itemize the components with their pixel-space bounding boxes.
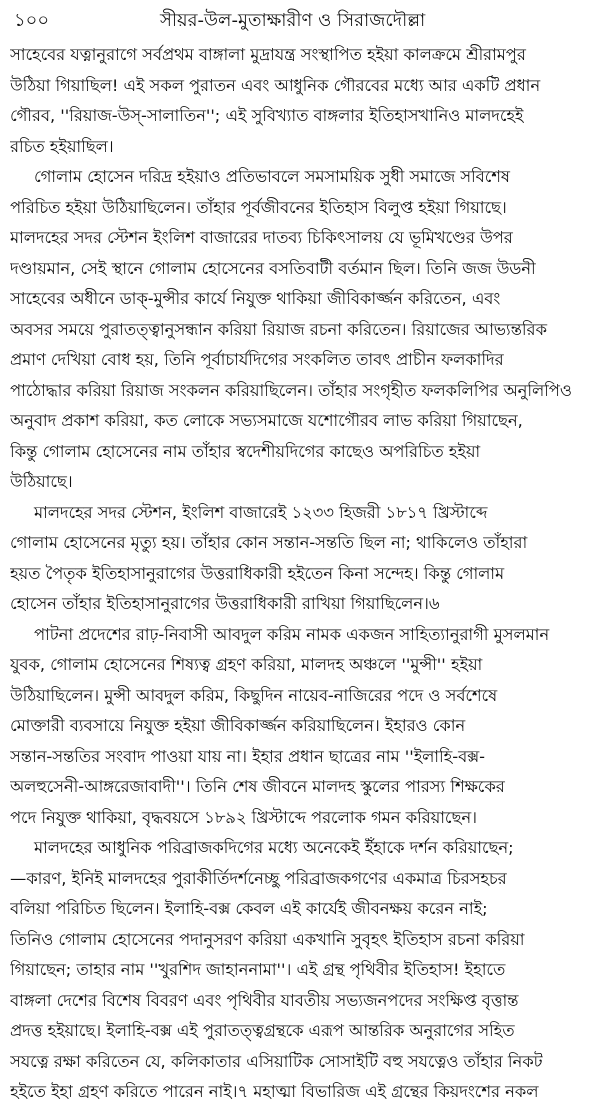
text-line: হয়ত পৈতৃক ইতিহাসানুরাগের উত্তরাধিকারী হইতেন কিনা সন্দেহ। কিন্তু গোলাম: [10, 563, 505, 583]
body-text: [10, 40, 590, 1108]
text-line: গোলাম হোসেনের মৃত্যু হয়। তাঁহার কোন সন্তান-সন্ততি ছিল না; থাকিলেও তাঁহারা: [10, 533, 528, 552]
page-header: [10, 4, 590, 38]
text-line: উঠিয়াছিলেন। মুন্সী আবদুল করিম, কিছুদিন নায়েব-নাজিরের পদে ও সর্বশেষে: [10, 685, 498, 705]
text-line: পাটনা প্রদেশের রাঢ়-নিবাসী আবদুল করিম নামক একজন সাহিত্যানুরাগী মুসলমান: [34, 624, 550, 644]
text-line: হোসেন তাঁহার ইতিহাসানুরাগের উত্তরাধিকারী রাখিয়া গিয়াছিলেন।৬: [10, 594, 440, 613]
paragraph: [10, 620, 590, 834]
text-line: রচিত হইয়াছিল।: [10, 136, 114, 156]
text-line: বলিয়া পরিচিত ছিলেন। ইলাহি-বক্স কেবল এই কার্যেই জীবনক্ষয় করেন নাই;: [10, 899, 488, 918]
text-line: প্রদত্ত হইয়াছে। ইলাহি-বক্স এই পুরাতত্ত্বগ্রন্থকে এরূপ আন্তরিক অনুরাগের সহিত: [10, 1021, 515, 1040]
text-line: সাহেবের যত্নানুরাগে সর্বপ্রথম বাঙ্গালা মুদ্রাযন্ত্র সংস্থাপিত হইয়া কালক্রমে শ্রীরামপুর: [10, 45, 526, 64]
text-line: তিনিও গোলাম হোসেনের পদানুসরণ করিয়া একখানি সুবৃহৎ ইতিহাস রচনা করিয়া: [10, 929, 525, 949]
text-line: মালদহের সদর স্টেশন ইংলিশ বাজারের দাতব্য চিকিৎসালয় যে ভূমিখণ্ডের উপর: [10, 228, 513, 247]
text-line: মোক্তারী ব্যবসায়ে নিযুক্ত হইয়া জীবিকার্জ্জন করিয়াছিলেন। ইহারও কোন: [10, 716, 466, 735]
text-line: প্রমাণ দেখিয়া বোধ হয়, তিনি পূর্বাচার্যদিগের সংকলিত তাবৎ প্রাচীন ফলকাদির: [10, 350, 504, 369]
text-line: সযত্নে রক্ষা করিতেন যে, কলিকাতার এসিয়াটিক সোসাইটি বহু সযত্নেও তাঁহার নিকট: [10, 1051, 543, 1071]
text-line: সাহেবের অধীনে ডাক্-মুন্সীর কার্যে নিযুক্ত থাকিয়া জীবিকার্জ্জন করিতেন, এবং: [10, 289, 501, 308]
text-line: উঠিয়াছে।: [10, 472, 73, 491]
paragraph: [10, 162, 590, 498]
text-line: দণ্ডায়মান, সেই স্থানে গোলাম হোসেনের বসতিবাটী বর্তমান ছিল। তিনি জজ উডনী: [10, 258, 536, 278]
text-line: —কারণ, ইনিই মালদহের পুরাকীর্তিদর্শনেচ্ছু পরিব্রাজকগণের একমাত্র চিরসহচর: [10, 868, 507, 888]
paragraph: [10, 498, 590, 620]
page-number: ১০০: [14, 10, 50, 31]
text-line: উঠিয়া গিয়াছিল! এই সকল পুরাতন এবং আধুনিক গৌরবের মধ্যে আর একটি প্রধান: [10, 75, 541, 95]
text-line: গৌরব, ''রিয়াজ-উস্-সালাতিন''; এই সুবিখ্যাত বাঙ্গলার ইতিহাসখানিও মালদহেই: [10, 106, 524, 125]
paragraph: [10, 833, 590, 1108]
text-line: কিন্তু গোলাম হোসেনের নাম তাঁহার স্বদেশীয়দিগের কাছেও অপরিচিত হইয়া: [10, 441, 481, 461]
text-line: সন্তান-সন্ততির সংবাদ পাওয়া যায় না। ইহার প্রধান ছাত্রের নাম ''ইলাহি-বক্স-: [10, 746, 485, 766]
text-line: পাঠোদ্ধার করিয়া রিয়াজ সংকলন করিয়াছিলেন। তাঁহার সংগৃহীত ফলকলিপির অনুলিপিও: [10, 380, 572, 400]
text-line: মালদহের আধুনিক পরিব্রাজকদিগের মধ্যে অনেকেই ইঁহাকে দর্শন করিয়াছেন;: [34, 838, 514, 857]
text-line: অবসর সময়ে পুরাতত্ত্বানুসন্ধান করিয়া রিয়াজ রচনা করিতেন। রিয়াজের আভ্যন্তরিক: [10, 319, 547, 339]
text-line: মালদহের সদর স্টেশন, ইংলিশ বাজারেই ১২৩৩ হিজরী ১৮১৭ খ্রিস্টাব্দে: [34, 502, 488, 522]
text-line: হইতে ইহা গ্রহণ করিতে পারেন নাই।৭ মহাত্মা বিভারিজ এই গ্রন্থের কিয়দংশের নকল: [10, 1082, 539, 1101]
text-line: গোলাম হোসেন দরিদ্র হইয়াও প্রতিভাবলে সমসাময়িক সুধী সমাজে সবিশেষ: [34, 167, 510, 186]
text-line: গিয়াছেন; তাহার নাম ''খুরশিদ জাহাননামা''। এই গ্রন্থ পৃথিবীর ইতিহাস! ইহাতে: [10, 960, 506, 979]
text-line: পরিচিত হইয়া উঠিয়াছিলেন। তাঁহার পূর্বজীবনের ইতিহাস বিলুপ্ত হইয়া গিয়াছে।: [10, 197, 507, 217]
text-line: অলহুসেনী-আঙ্গরেজাবাদী''। তিনি শেষ জীবনে মালদহ স্কুলের পারস্য শিক্ষকের: [10, 777, 505, 796]
text-line: পদে নিযুক্ত থাকিয়া, বৃদ্ধবয়সে ১৮৯২ খ্রিস্টাব্দে পরলোক গমন করিয়াছেন।: [10, 807, 477, 827]
text-line: যুবক, গোলাম হোসেনের শিষ্যত্ব গ্রহণ করিয়া, মালদহ অঞ্চলে ''মুন্সী'' হইয়া: [10, 655, 483, 674]
running-title: সীয়র-উল-মুতাক্ষারীণ ও সিরাজদৌল্লা: [160, 10, 426, 31]
text-line: বাঙ্গলা দেশের বিশেষ বিবরণ এবং পৃথিবীর যাবতীয় সভ্যজনপদের সংক্ষিপ্ত বৃত্তান্ত: [10, 990, 519, 1010]
text-line: অনুবাদ প্রকাশ করিয়া, কত লোকে সভ্যসমাজে যশোগৌরব লাভ করিয়া গিয়াছেন,: [10, 411, 523, 430]
paragraph: [10, 40, 590, 162]
